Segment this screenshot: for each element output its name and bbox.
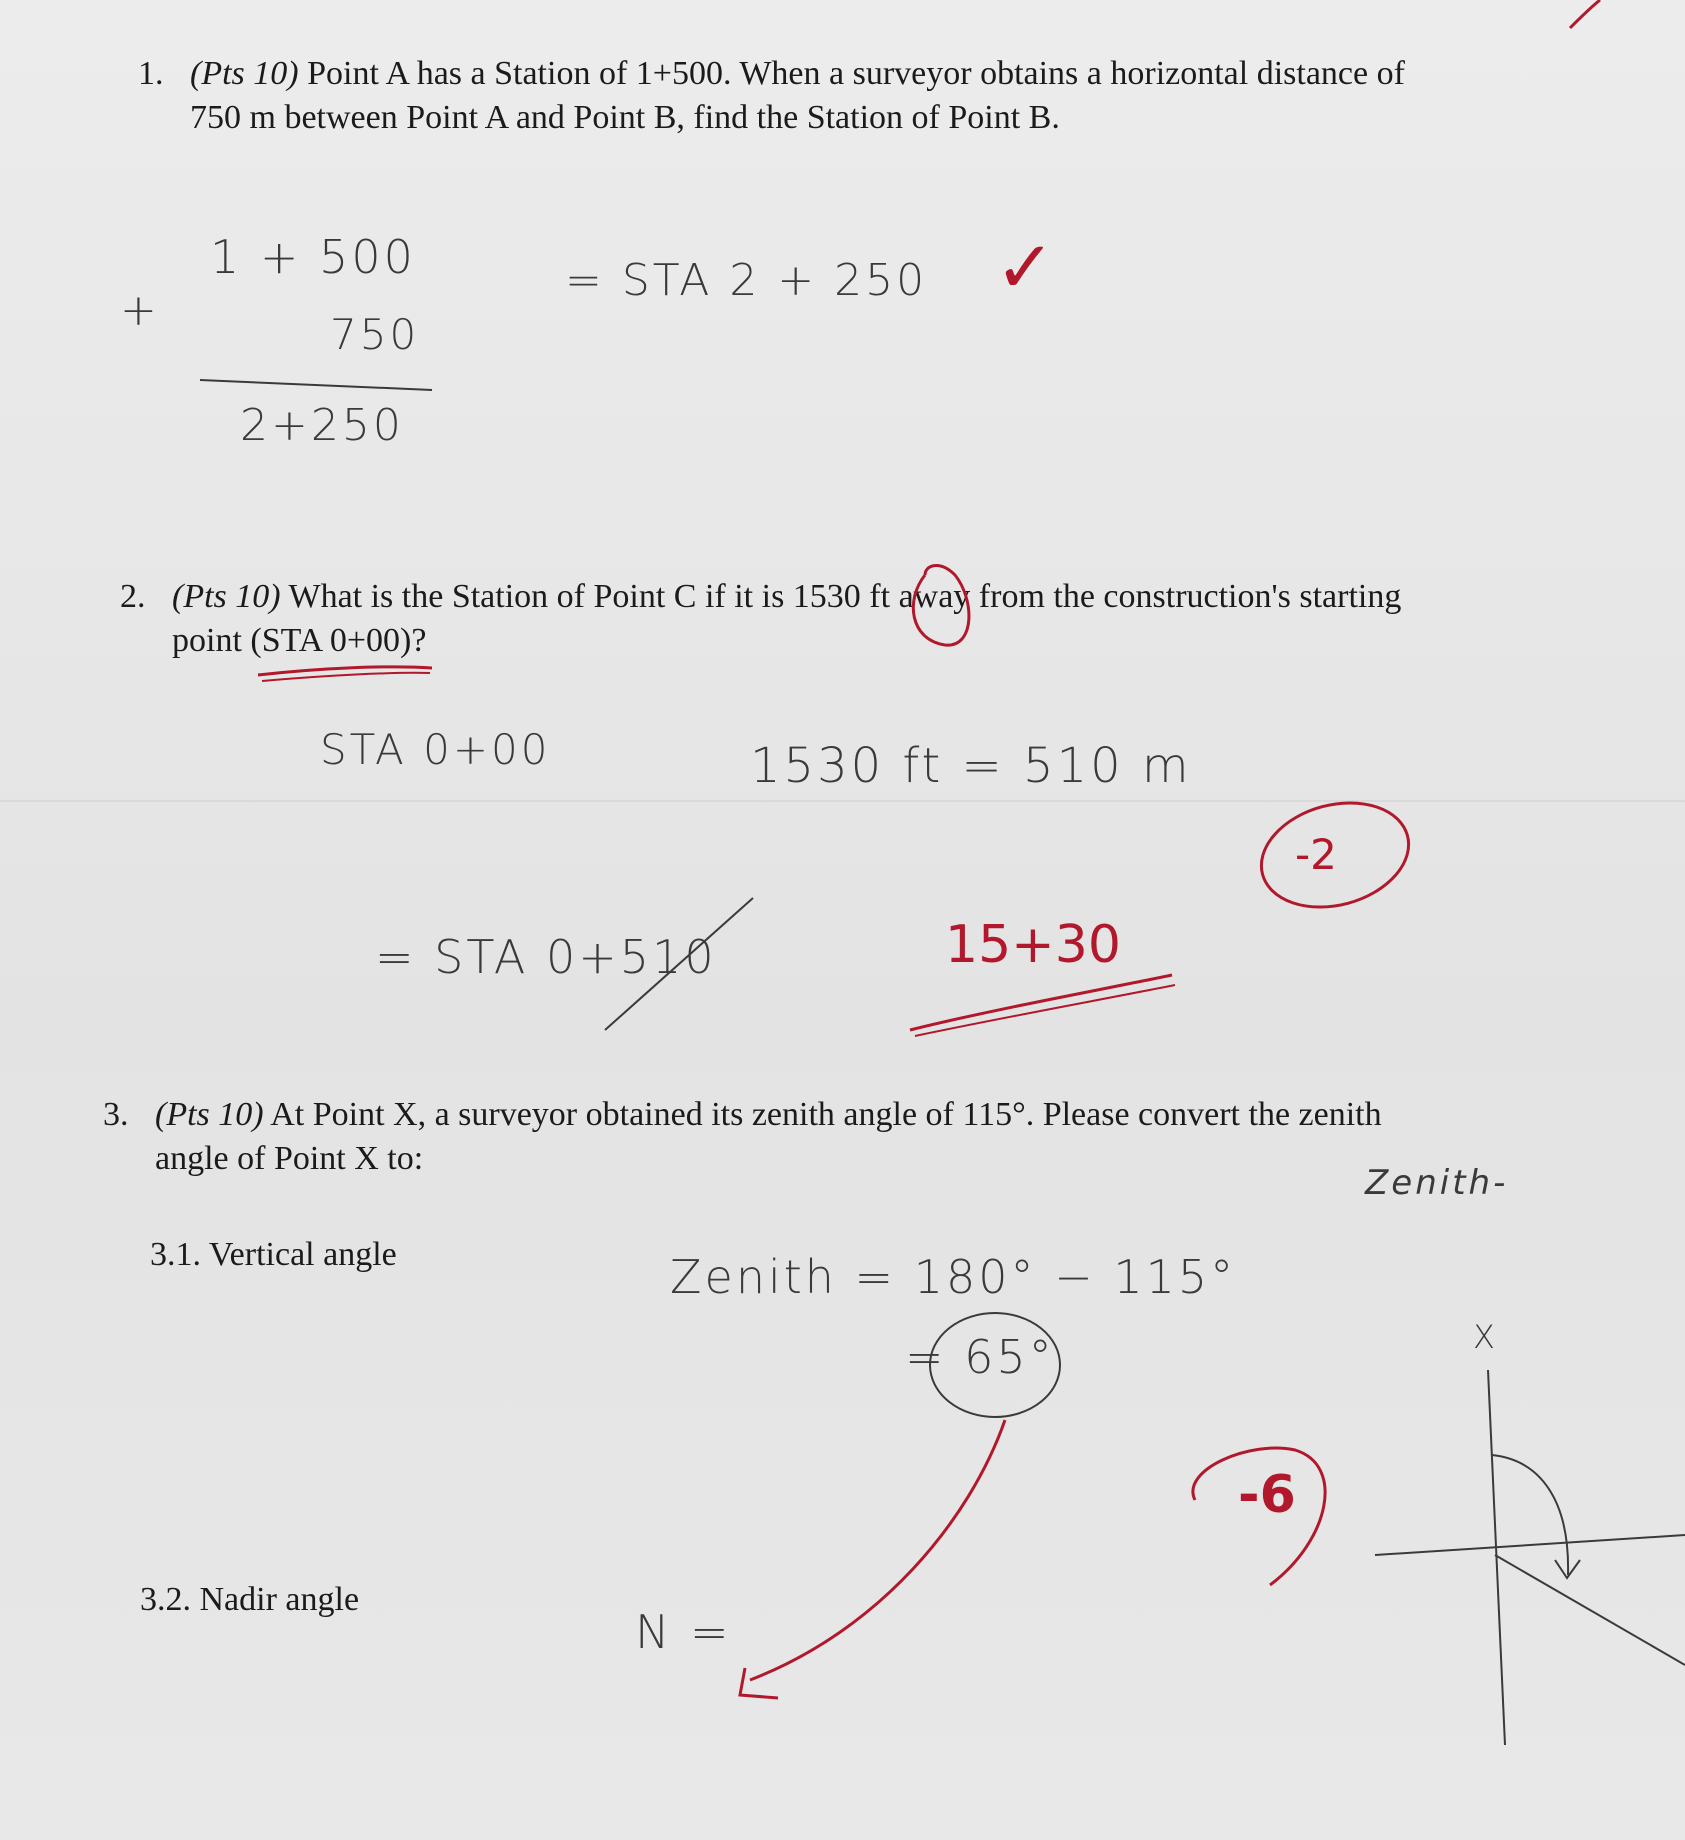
question-text: point (STA 0+00)? [172,622,427,659]
red-underline [910,975,1172,1030]
hand-answer-1: = STA 2 + 250 [565,255,928,306]
hand-nadir: N = [635,1605,732,1659]
diagram-vertical-axis [1488,1370,1505,1745]
strike-line [605,898,753,1030]
check-mark-icon: ✓ [995,225,1056,309]
grader-correction: 15+30 [945,915,1121,975]
question-number: 2. [120,578,146,615]
deduction-badge: -2 [1295,830,1337,879]
question-text: What is the Station of Point C if it is 1530 ft away from the construction's starting [280,578,1402,615]
points-label: (Pts 10) [172,578,281,615]
hand-conversion: 1530 ft = 510 m [750,738,1192,794]
hand-zenith-result: = 65° [905,1330,1055,1384]
question-text: angle of Point X to: [155,1140,424,1177]
question-text: At Point X, a surveyor obtained its zenith angle of 115°. Please convert the zenith [263,1096,1382,1133]
question-text: Point A has a Station of 1+500. When a surveyor obtains a horizontal distance of [298,55,1405,92]
points-label: (Pts 10) [155,1096,264,1133]
question-number: 3. [103,1096,129,1133]
hand-addend-2: 750 [330,310,420,359]
hand-start-station: STA 0+00 [320,725,551,774]
points-label: (Pts 10) [190,55,299,92]
red-mark [1570,0,1600,28]
diagram-sight-line [1495,1555,1685,1665]
hand-zenith-label: Zenith- [1365,1163,1509,1203]
sum-line [200,380,432,390]
red-circle-deduction [1250,787,1421,922]
diagram-horizontal-axis [1375,1535,1685,1555]
hand-answer-2: = STA 0+510 [375,930,717,984]
diagram-angle-arc [1492,1455,1568,1575]
hand-plus: + [120,285,160,336]
red-underline [915,985,1175,1036]
red-circle-deduction [1193,1448,1325,1585]
red-underline [262,673,430,681]
subpart-vertical-angle: 3.1. Vertical angle [150,1236,397,1273]
red-arrow [750,1420,1005,1680]
red-circle-ft [913,566,969,646]
question-text: 750 m between Point A and Point B, find the Station of Point B. [190,99,1060,136]
question-number: 1. [138,55,164,92]
subpart-nadir-angle: 3.2. Nadir angle [140,1581,360,1618]
circle-result [930,1313,1060,1417]
hand-sum: 2+250 [240,400,404,451]
hand-zenith-calc: Zenith = 180° − 115° [670,1250,1237,1304]
arrow-head [740,1668,778,1698]
hand-diagram-label: X [1473,1318,1498,1356]
hand-addend-1: 1 + 500 [210,230,416,284]
red-underline [258,667,432,675]
deduction-badge: -6 [1238,1465,1296,1525]
